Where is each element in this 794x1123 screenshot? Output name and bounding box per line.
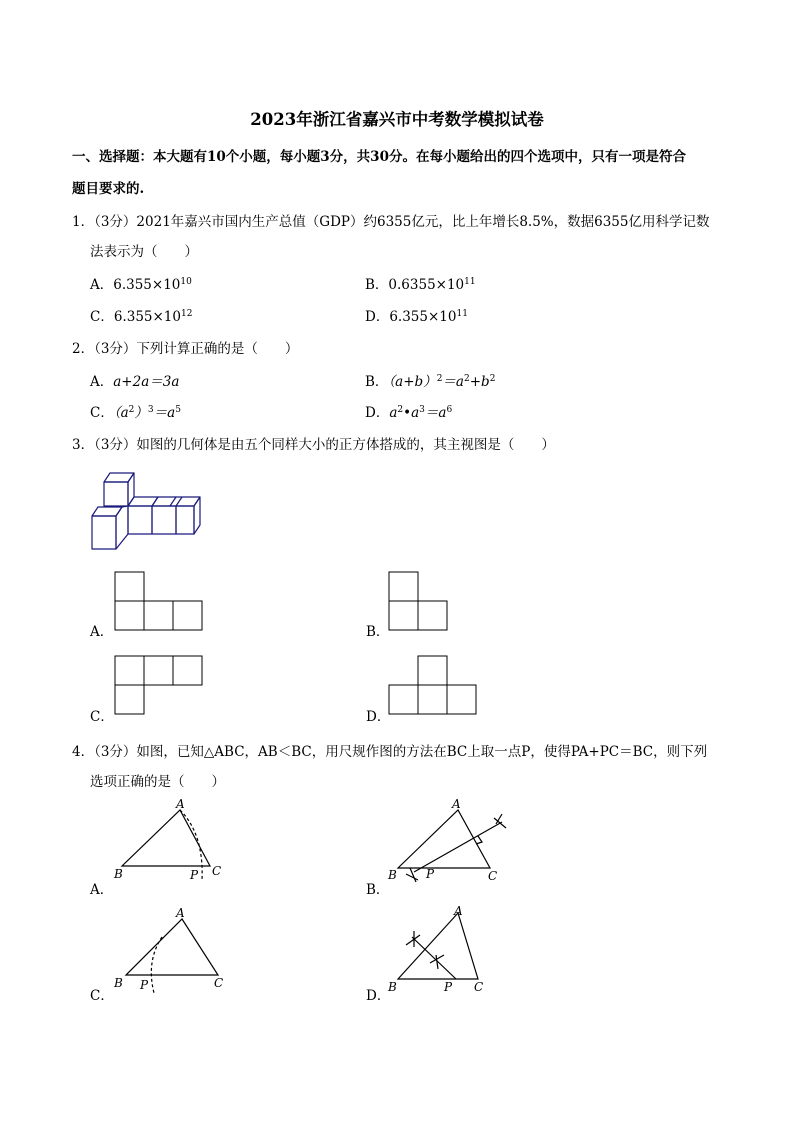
q1-option-b[interactable]: B．$0.6355\times 10^{11}$ <box>365 277 476 293</box>
q4d-point-b: B <box>388 980 397 994</box>
q3-option-b-label[interactable]: B． <box>366 624 390 640</box>
q4a-point-p: P <box>190 868 199 882</box>
q1-option-a[interactable]: A．$6.355\times 10^{10}$ <box>90 277 192 293</box>
q4c-point-a: A <box>176 906 185 920</box>
q4-option-b-label[interactable]: B． <box>366 882 390 898</box>
q4-option-d-label[interactable]: D． <box>366 988 391 1004</box>
q1-stem-line2: 法表示为（ ） <box>90 244 198 260</box>
q4b-point-c: C <box>488 869 498 883</box>
q3-option-b-view[interactable] <box>388 571 452 631</box>
q4-option-b-figure[interactable] <box>384 798 514 890</box>
q3-option-d-label[interactable]: D． <box>366 709 391 725</box>
q4c-point-b: B <box>114 976 123 990</box>
q4-option-a-figure[interactable] <box>110 798 230 890</box>
q3-stem: 3．（3分）如图的几何体是由五个同样大小的正方体搭成的，其主视图是（ ） <box>72 437 555 453</box>
q4d-point-p: P <box>444 980 453 994</box>
page-title: 2023年浙江省嘉兴市中考数学模拟试卷 <box>250 110 544 129</box>
q4-option-c-figure[interactable] <box>110 905 230 997</box>
q2-stem: 2．（3分）下列计算正确的是（ ） <box>72 341 299 357</box>
q1-stem-line1: 1．（3分）2021年嘉兴市国内生产总值（GDP）约6355亿元，比上年增长8.5%，数据6355亿用科学记数 <box>72 214 710 230</box>
q3-option-d-view[interactable] <box>388 655 480 715</box>
q4a-point-c: C <box>212 864 222 878</box>
q2-option-a[interactable]: A．a+2a＝3a <box>90 374 180 390</box>
q4-option-a-label[interactable]: A． <box>90 882 114 898</box>
q3-option-a-label[interactable]: A． <box>90 624 114 640</box>
q4b-point-b: B <box>388 868 397 882</box>
q3-option-a-view[interactable] <box>114 571 206 631</box>
q4c-point-p: P <box>140 978 149 992</box>
q3-option-c-view[interactable] <box>114 655 206 715</box>
q4d-point-c: C <box>474 980 484 994</box>
q4-option-d-figure[interactable] <box>384 905 504 997</box>
section-heading-line1: 一、选择题：本大题有10个小题，每小题3分，共30分。在每小题给出的四个选项中，只有一项是符合 <box>72 149 686 165</box>
q3-option-c-label[interactable]: C． <box>90 709 114 725</box>
q2-option-b[interactable]: B．$(a+b)^2=a^2+b^2$ <box>365 374 496 390</box>
q2-option-d[interactable]: D．$a^2•a^3=a^6$ <box>365 405 453 421</box>
q4b-point-a: A <box>452 797 461 811</box>
q4a-point-b: B <box>114 867 123 881</box>
q4c-point-c: C <box>214 976 224 990</box>
q4b-point-p: P <box>426 867 435 881</box>
section-heading-line2: 题目要求的. <box>72 181 145 197</box>
q4-stem-line1: 4．（3分）如图，已知△ABC，AB＜BC，用尺规作图的方法在BC上取一点P，使得PA+PC＝BC，则下列 <box>72 744 708 760</box>
q1-option-c[interactable]: C．$6.355\times 10^{12}$ <box>90 309 193 325</box>
q1-option-d[interactable]: D．$6.355\times 10^{11}$ <box>365 309 468 325</box>
q4d-point-a: A <box>454 904 463 918</box>
q2-option-c[interactable]: C．$(a^2)^3=a^5$ <box>90 405 181 421</box>
q3-cubes-figure <box>88 466 204 552</box>
q4-option-c-label[interactable]: C． <box>90 988 114 1004</box>
q4-stem-line2: 选项正确的是（ ） <box>90 774 225 790</box>
q4a-point-a: A <box>176 797 185 811</box>
